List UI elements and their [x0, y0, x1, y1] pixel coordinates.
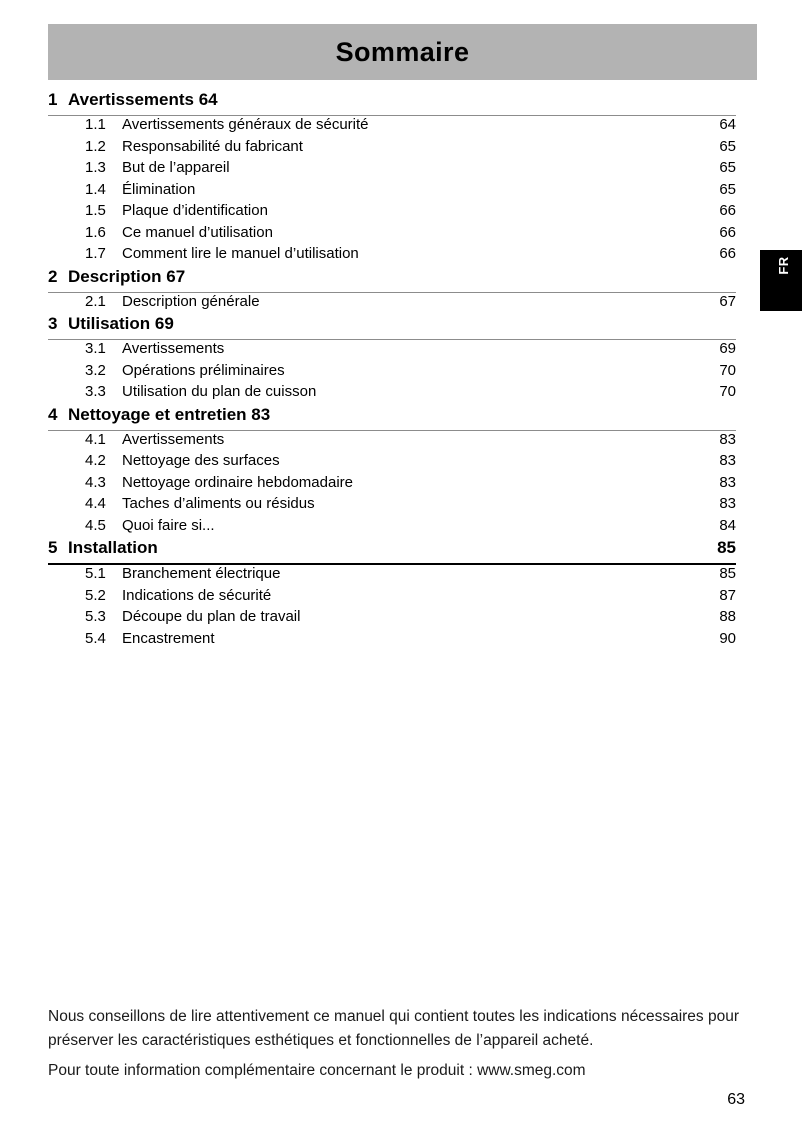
toc-entry[interactable]	[48, 630, 736, 652]
toc-entry[interactable]	[48, 608, 736, 630]
toc-entry[interactable]	[48, 245, 736, 267]
toc-entry-page: 83	[719, 452, 736, 469]
toc-entry-number: 5.3	[85, 608, 106, 625]
toc-entry[interactable]	[48, 159, 736, 181]
toc-section-heading[interactable]	[48, 314, 736, 339]
toc-entry-title: Avertissements	[122, 340, 225, 357]
toc-section-page: 85	[717, 538, 736, 557]
toc-entry-number: 4.3	[85, 473, 106, 491]
footer-notes	[48, 1005, 754, 1083]
toc-entry[interactable]	[48, 340, 736, 362]
toc-entry-title: Utilisation du plan de cuisson	[122, 383, 317, 400]
toc-entry-title: Nettoyage des surfaces	[122, 452, 280, 469]
toc-entry[interactable]	[48, 181, 736, 203]
toc-section-title: Installation	[68, 538, 158, 557]
toc-entry-number: 1.3	[85, 159, 106, 176]
toc-entry-number: 4.1	[85, 430, 106, 448]
toc-entry-title: Élimination	[122, 180, 196, 198]
toc-entry-page: 67	[719, 292, 736, 310]
toc-entry-page: 65	[719, 159, 736, 176]
toc-section-heading[interactable]	[48, 90, 736, 115]
table-of-contents	[48, 90, 736, 651]
toc-entry-title: Avertissements	[122, 430, 225, 448]
toc-section-title: Avertissements 64	[68, 90, 218, 109]
toc-entry-number: 1.5	[85, 202, 106, 219]
toc-entry-page: 90	[719, 629, 736, 647]
toc-section-heading[interactable]	[48, 267, 736, 292]
toc-entry[interactable]	[48, 495, 736, 517]
toc-section-number: 1	[48, 90, 58, 109]
toc-section	[48, 314, 736, 405]
toc-entry-number: 1.2	[85, 137, 106, 155]
toc-entry[interactable]	[48, 565, 736, 587]
toc-entry-number: 4.4	[85, 495, 106, 512]
toc-entry-title: Plaque d’identification	[122, 202, 268, 219]
toc-section-title: Nettoyage et entretien 83	[68, 404, 271, 424]
footer-paragraph-2: Pour toute information complémentaire concernant le produit : www.smeg.com	[48, 1062, 586, 1079]
toc-section-number: 5	[48, 538, 58, 557]
toc-entry-number: 5.2	[85, 586, 106, 604]
toc-section-title: Description 67	[68, 266, 186, 286]
toc-entry-page: 64	[719, 116, 736, 133]
toc-section-number: 4	[48, 404, 58, 424]
toc-entry[interactable]	[48, 517, 736, 539]
toc-entry-page: 66	[719, 202, 736, 219]
toc-entry-number: 1.1	[85, 116, 106, 133]
toc-entry-page: 87	[719, 586, 736, 604]
toc-entry-number: 1.7	[85, 245, 106, 262]
toc-entry-title: Description générale	[122, 292, 260, 310]
toc-entry-number: 3.3	[85, 383, 106, 400]
toc-section-title: Utilisation 69	[68, 314, 174, 333]
toc-entry-title: But de l’appareil	[122, 159, 230, 176]
toc-entry-page: 83	[719, 473, 736, 491]
page-number: 63	[727, 1091, 745, 1108]
language-tab-fr	[760, 250, 802, 311]
toc-entry[interactable]	[48, 452, 736, 474]
toc-entry-number: 4.2	[85, 452, 106, 469]
toc-entry-title: Découpe du plan de travail	[122, 608, 301, 625]
toc-section	[48, 267, 736, 315]
toc-entry-page: 84	[719, 516, 736, 534]
toc-entry[interactable]	[48, 293, 736, 315]
toc-entry-page: 70	[719, 383, 736, 400]
toc-entry-title: Avertissements généraux de sécurité	[122, 116, 369, 133]
toc-entry-title: Indications de sécurité	[122, 586, 272, 604]
toc-entry-number: 5.4	[85, 629, 106, 647]
toc-entry[interactable]	[48, 362, 736, 384]
toc-entry[interactable]	[48, 383, 736, 405]
toc-entry-title: Nettoyage ordinaire hebdomadaire	[122, 473, 353, 491]
toc-entry-page: 85	[719, 565, 736, 582]
toc-section-heading[interactable]	[48, 538, 736, 563]
toc-entry-page: 88	[719, 608, 736, 625]
footer-paragraph-1: Nous conseillons de lire attentivement ce manuel qui contient toutes les indications nécessaires pour préserver les caractéristiques esthétiques et fonctionnelles de l’appareil acheté.	[48, 1008, 739, 1049]
toc-entry-page: 83	[719, 430, 736, 448]
toc-entry[interactable]	[48, 138, 736, 160]
toc-entry[interactable]	[48, 431, 736, 453]
toc-section-heading[interactable]	[48, 405, 736, 430]
toc-entry-title: Branchement électrique	[122, 565, 281, 582]
toc-section-number: 2	[48, 266, 58, 286]
toc-entry-number: 1.4	[85, 180, 106, 198]
toc-entry-number: 3.1	[85, 340, 106, 357]
toc-entry-title: Comment lire le manuel d’utilisation	[122, 245, 359, 262]
language-tab-label: FR	[775, 256, 791, 275]
toc-entry-number: 4.5	[85, 516, 106, 534]
toc-entry-title: Opérations préliminaires	[122, 361, 285, 379]
toc-entry-number: 1.6	[85, 223, 106, 241]
toc-entry[interactable]	[48, 116, 736, 138]
toc-entry-page: 70	[719, 361, 736, 379]
toc-section-number: 3	[48, 314, 58, 333]
toc-entry-number: 3.2	[85, 361, 106, 379]
toc-section	[48, 90, 736, 267]
toc-entry-page: 83	[719, 495, 736, 512]
toc-entry-title: Quoi faire si...	[122, 516, 215, 534]
toc-entry-title: Responsabilité du fabricant	[122, 137, 303, 155]
toc-entry-title: Taches d’aliments ou résidus	[122, 495, 315, 512]
page-title-band	[48, 24, 757, 80]
toc-entry[interactable]	[48, 474, 736, 496]
toc-entry[interactable]	[48, 587, 736, 609]
page-title: Sommaire	[335, 36, 470, 67]
toc-entry-page: 66	[719, 223, 736, 241]
toc-entry-number: 5.1	[85, 565, 106, 582]
toc-entry-page: 65	[719, 137, 736, 155]
toc-entry-title: Encastrement	[122, 629, 215, 647]
toc-entry-page: 65	[719, 180, 736, 198]
toc-entry-title: Ce manuel d’utilisation	[122, 223, 273, 241]
toc-entry[interactable]	[48, 202, 736, 224]
toc-entry[interactable]	[48, 224, 736, 246]
toc-section	[48, 538, 736, 651]
toc-entry-number: 2.1	[85, 292, 106, 310]
toc-section	[48, 405, 736, 539]
toc-entry-page: 66	[719, 245, 736, 262]
toc-entry-page: 69	[719, 340, 736, 357]
